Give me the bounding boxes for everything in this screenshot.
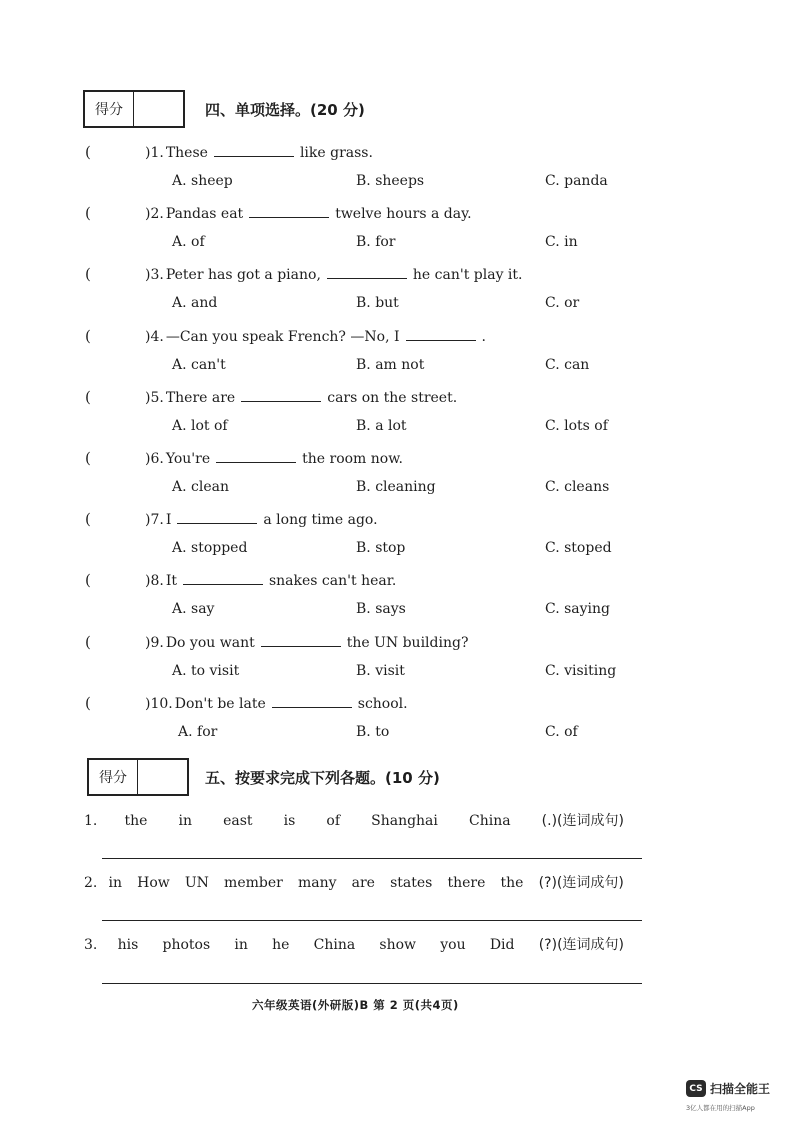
answer-bracket[interactable]: ( [85,143,91,161]
task-number: 3. [84,937,98,953]
answer-bracket[interactable]: ( [85,693,91,712]
word-order-task [84,934,624,954]
question-number: )2. [145,206,164,223]
answer-line-1 [102,858,642,859]
question-text-after: school. [357,695,408,712]
question-text-after: cars on the street. [327,389,458,406]
scrambled-word: in [178,813,192,829]
fill-in-blank[interactable] [216,450,296,463]
fill-in-blank[interactable] [249,205,329,218]
question-text-before: I [165,512,172,529]
fill-in-blank[interactable] [272,695,352,708]
question-text-before: —Can you speak French? —No, I [165,328,400,345]
question-text-before: These [165,145,208,161]
scrambled-word: he [272,937,290,953]
scrambled-word: of [326,813,341,829]
question-text-before: Don't be late [174,695,266,712]
question-text-before: It [165,573,177,590]
section5-title: 五、按要求完成下列各题。(10 分) [205,769,440,787]
scrambled-word: there [447,875,486,891]
scrambled-word: you [440,937,466,953]
score-blank [138,760,187,794]
question-text-after: snakes can't hear. [268,573,397,590]
option-c: C. can [545,356,590,373]
question-stem [145,695,408,712]
question-text-after: like grass. [299,145,373,161]
question-stem [145,511,378,528]
scanner-logo-icon: CS [686,1080,706,1097]
question-stem [145,328,486,345]
question-text-before: There are [165,389,236,406]
question-stem [145,266,523,283]
word-order-task [84,872,624,892]
question-stem [145,634,468,651]
fill-in-blank[interactable] [183,572,263,585]
question-text-before: Do you want [165,634,255,651]
scrambled-word: member [224,875,283,891]
question-number: )8. [145,573,164,590]
answer-bracket[interactable]: ( [85,326,91,345]
question-text-after: the room now. [302,451,403,467]
question-number: )9. [145,634,164,651]
scrambled-word: are [351,875,375,891]
option-c: C. in [545,234,578,251]
option-a: A. for [178,723,218,740]
option-b: B. visit [356,662,405,679]
answer-bracket[interactable]: ( [85,632,91,651]
option-a: A. and [172,295,218,312]
task-number: 1. [84,813,98,829]
scrambled-word: his [117,937,139,953]
option-c: C. of [545,723,578,740]
option-a: A. of [172,234,205,251]
question-number: )7. [145,512,164,529]
question-stem [145,389,457,406]
option-b: B. says [356,601,406,618]
page-footer: 六年级英语(外研版)B 第 2 页(共4页) [252,998,459,1012]
scanner-app-name: 扫描全能王 [710,1082,771,1096]
scrambled-word: in [234,937,248,953]
scanner-watermark [686,1080,770,1097]
question-text-after: the UN building? [346,634,469,651]
question-text-after: a long time ago. [263,512,378,529]
option-b: B. but [356,295,399,312]
fill-in-blank[interactable] [241,389,321,402]
question-text-before: Pandas eat [165,206,244,223]
option-c: C. saying [545,601,611,618]
option-c: C. panda [545,173,608,189]
question-stem [145,450,403,467]
scrambled-word: the [500,875,524,891]
question-number: )4. [145,328,164,345]
question-text-after: . [481,328,486,345]
scrambled-word: in [108,875,122,891]
task-number: 2. [84,875,98,891]
fill-in-blank[interactable] [214,144,294,157]
scrambled-word: Did [489,937,515,953]
option-c: C. cleans [545,479,610,495]
question-number: )5. [145,389,164,406]
answer-bracket[interactable]: ( [85,265,91,284]
option-c: C. stoped [545,540,612,557]
option-c: C. or [545,295,580,312]
word-order-task [84,810,624,830]
question-stem [145,572,396,589]
scrambled-word: Shanghai [371,813,438,829]
fill-in-blank[interactable] [177,511,257,524]
scrambled-word: east [223,813,253,829]
question-stem [145,205,472,222]
option-b: B. sheeps [356,173,425,189]
answer-bracket[interactable]: ( [85,449,91,467]
question-text-before: You're [165,451,211,467]
fill-in-blank[interactable] [406,328,476,341]
option-b: B. for [356,234,396,251]
question-number: )10. [145,695,173,712]
fill-in-blank[interactable] [261,634,341,647]
answer-bracket[interactable]: ( [85,387,91,406]
question-stem [145,144,373,161]
score-box-section4 [83,90,185,128]
option-c: C. visiting [545,662,617,679]
scrambled-word: states [390,875,433,891]
answer-bracket[interactable]: ( [85,510,91,529]
option-b: B. stop [356,540,406,557]
section4-title: 四、单项选择。(20 分) [205,101,365,119]
option-a: A. clean [172,479,229,495]
question-number: )3. [145,267,164,284]
option-b: B. am not [356,356,425,373]
scrambled-word: photos [162,937,211,953]
answer-line-2 [102,920,642,921]
option-b: B. cleaning [356,479,436,495]
question-number: )6. [145,451,164,467]
option-a: A. can't [172,356,226,373]
question-text-before: Peter has got a piano, [165,267,321,284]
option-a: A. stopped [172,540,248,557]
question-number: )1. [145,145,164,161]
option-a: A. sheep [172,173,233,189]
option-c: C. lots of [545,417,608,434]
answer-line-3 [102,983,642,984]
option-a: A. to visit [172,662,240,679]
scrambled-word: How [137,875,170,891]
question-text-after: he can't play it. [412,267,523,284]
score-box-section5 [87,758,189,796]
scrambled-word: the [124,813,148,829]
score-label: 得分 [85,92,134,126]
option-b: B. to [356,723,390,740]
scrambled-word: UN [184,875,209,891]
option-a: A. lot of [172,417,228,434]
scrambled-word: China [313,937,356,953]
question-text-after: twelve hours a day. [335,206,472,223]
scrambled-word: many [297,875,337,891]
scrambled-word: is [283,813,296,829]
scanner-tagline: 3亿人都在用的扫描App [686,1104,755,1112]
score-label: 得分 [89,760,138,794]
task-instruction: (?)(连词成句) [538,875,624,891]
fill-in-blank[interactable] [327,266,407,279]
option-b: B. a lot [356,417,407,434]
task-instruction: (?)(连词成句) [538,937,624,953]
option-a: A. say [172,601,215,618]
scrambled-word: show [379,937,417,953]
scrambled-word: China [468,813,511,829]
score-blank [134,92,183,126]
task-instruction: (.)(连词成句) [541,813,624,829]
answer-bracket[interactable]: ( [85,571,91,590]
answer-bracket[interactable]: ( [85,204,91,223]
